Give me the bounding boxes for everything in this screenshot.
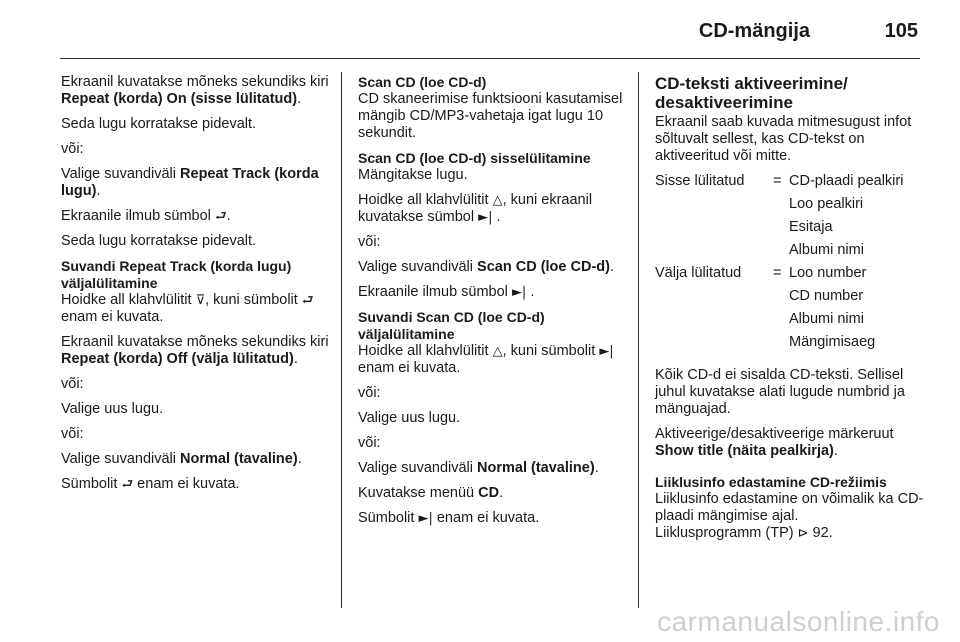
- column-1: [61, 74, 333, 501]
- column-divider-1: [341, 72, 342, 608]
- paragraph: CD skaneerimise funktsiooni kasutamisel mängib CD/MP3-vahetaja igat lugu 10 sekundit.: [358, 91, 623, 141]
- scan-icon: ►|: [418, 511, 433, 526]
- table-eq: [773, 242, 789, 265]
- section-heading: Scan CD (loe CD-d): [358, 74, 487, 90]
- table-value: Albumi nimi: [789, 311, 864, 327]
- paragraph: Ekraanil kuvatakse mõneks sekundiks kiri Repeat (korda) Off (välja lülitatud).: [61, 334, 329, 367]
- paragraph: või:: [61, 426, 84, 442]
- table-row: [655, 311, 903, 334]
- paragraph: või:: [61, 376, 84, 392]
- paragraph: Aktiveerige/desaktiveerige märkeruut Show title (näita pealkirja).: [655, 426, 894, 459]
- page-reference-icon: ⊳: [797, 526, 809, 541]
- repeat-icon: ⮐: [121, 477, 134, 492]
- table-row: [655, 288, 903, 311]
- page-number: 105: [884, 20, 918, 42]
- paragraph: Ekraanile ilmub sümbol ►| .: [358, 284, 535, 300]
- paragraph: Ekraanil saab kuvada mitmesugust infot sõltuvalt sellest, kas CD-tekst on aktiveeritud või mitte.: [655, 114, 912, 164]
- paragraph: Ekraanil kuvatakse mõneks sekundiks kiri Repeat (korda) On (sisse lülitatud).: [61, 74, 329, 107]
- repeat-icon: ⮐: [214, 209, 227, 224]
- watermark: carmanualsonline.info: [657, 606, 940, 637]
- table-value: Mängimisaeg: [789, 334, 876, 350]
- table-row: [655, 242, 903, 265]
- paragraph: Valige uus lugu.: [61, 401, 164, 417]
- paragraph: Sümbolit ⮐ enam ei kuvata.: [61, 476, 240, 492]
- section-heading: Scan CD (loe CD-d) sisselülitamine: [358, 150, 591, 166]
- table-key: [655, 334, 773, 357]
- table-value: CD number: [789, 288, 864, 304]
- table-value: CD-plaadi pealkiri: [789, 173, 904, 189]
- section-heading: CD-teksti aktiveerimine/ desaktiveerimine: [655, 74, 848, 112]
- page-title: CD-mängija: [698, 20, 810, 42]
- paragraph: Hoidke all klahvlülitit ⊽, kuni sümbolit ⮐ enam ei kuvata.: [61, 292, 314, 325]
- paragraph: Liiklusinfo edastamine on võimalik ka CD-plaadi mängimise ajal.: [655, 491, 924, 524]
- paragraph: Hoidke all klahvlülitit △, kuni sümbolit ►| enam ei kuvata.: [358, 343, 614, 376]
- table-eq: [773, 311, 789, 334]
- paragraph: Valige uus lugu.: [358, 410, 461, 426]
- table-key: Sisse lülitatud: [655, 173, 745, 189]
- table-eq: [773, 196, 789, 219]
- table-row: [655, 219, 903, 242]
- table-eq: =: [773, 265, 782, 281]
- section-heading: Suvandi Scan CD (loe CD-d) väljalülitamine: [358, 309, 545, 342]
- paragraph: Valige suvandiväli Repeat Track (korda lugu).: [61, 166, 319, 199]
- table-key: [655, 196, 773, 219]
- table-value: Loo number: [789, 265, 867, 281]
- paragraph: Valige suvandiväli Scan CD (loe CD-d).: [358, 259, 614, 275]
- table-eq: =: [773, 173, 782, 189]
- paragraph: Sümbolit ►| enam ei kuvata.: [358, 510, 540, 526]
- column-2: [358, 74, 626, 535]
- table-row: [655, 196, 903, 219]
- table-value: Albumi nimi: [789, 242, 864, 258]
- up-switch-icon: △: [492, 193, 503, 208]
- section-heading: Liiklusinfo edastamine CD-režiimis: [655, 474, 887, 490]
- paragraph: või:: [358, 435, 381, 451]
- paragraph: Hoidke all klahvlülitit △, kuni ekraanil kuvatakse sümbol ►| .: [358, 192, 593, 225]
- paragraph: Kuvatakse menüü CD.: [358, 485, 504, 501]
- paragraph: Seda lugu korratakse pidevalt.: [61, 233, 257, 249]
- paragraph: Kõik CD-d ei sisalda CD-teksti. Sellisel juhul kuvatakse alati lugude numbrid ja mänguajad.: [655, 367, 905, 417]
- repeat-icon: ⮐: [301, 293, 314, 308]
- down-switch-icon: ⊽: [195, 293, 206, 308]
- paragraph: või:: [358, 234, 381, 250]
- up-switch-icon: △: [492, 344, 503, 359]
- table-eq: [773, 219, 789, 242]
- table-key: [655, 242, 773, 265]
- paragraph: Seda lugu korratakse pidevalt.: [61, 116, 257, 132]
- paragraph: või:: [61, 141, 84, 157]
- paragraph: Liiklusprogramm (TP) ⊳ 92.: [655, 525, 833, 541]
- paragraph: Mängitakse lugu.: [358, 167, 468, 183]
- scan-icon: ►|: [599, 344, 614, 359]
- column-3: [655, 74, 930, 542]
- paragraph: Valige suvandiväli Normal (tavaline).: [61, 451, 302, 467]
- paragraph: Valige suvandiväli Normal (tavaline).: [358, 460, 599, 476]
- scan-icon: ►|: [511, 285, 527, 300]
- paragraph: Ekraanile ilmub sümbol ⮐.: [61, 208, 231, 224]
- table-eq: [773, 334, 789, 357]
- paragraph: või:: [358, 385, 381, 401]
- table-eq: [773, 288, 789, 311]
- table-key: [655, 219, 773, 242]
- table-value: Loo pealkiri: [789, 196, 864, 212]
- table-value: Esitaja: [789, 219, 833, 235]
- table-row: [655, 265, 903, 288]
- cd-text-table: [655, 173, 903, 357]
- header-rule: [60, 58, 920, 59]
- scan-icon: ►|: [478, 210, 493, 225]
- column-divider-2: [638, 72, 639, 608]
- table-key: [655, 288, 773, 311]
- table-key: [655, 311, 773, 334]
- section-heading: Suvandi Repeat Track (korda lugu) väljalülitamine: [61, 258, 292, 291]
- table-row: [655, 334, 903, 357]
- table-row: [655, 173, 903, 196]
- table-key: Välja lülitatud: [655, 265, 742, 281]
